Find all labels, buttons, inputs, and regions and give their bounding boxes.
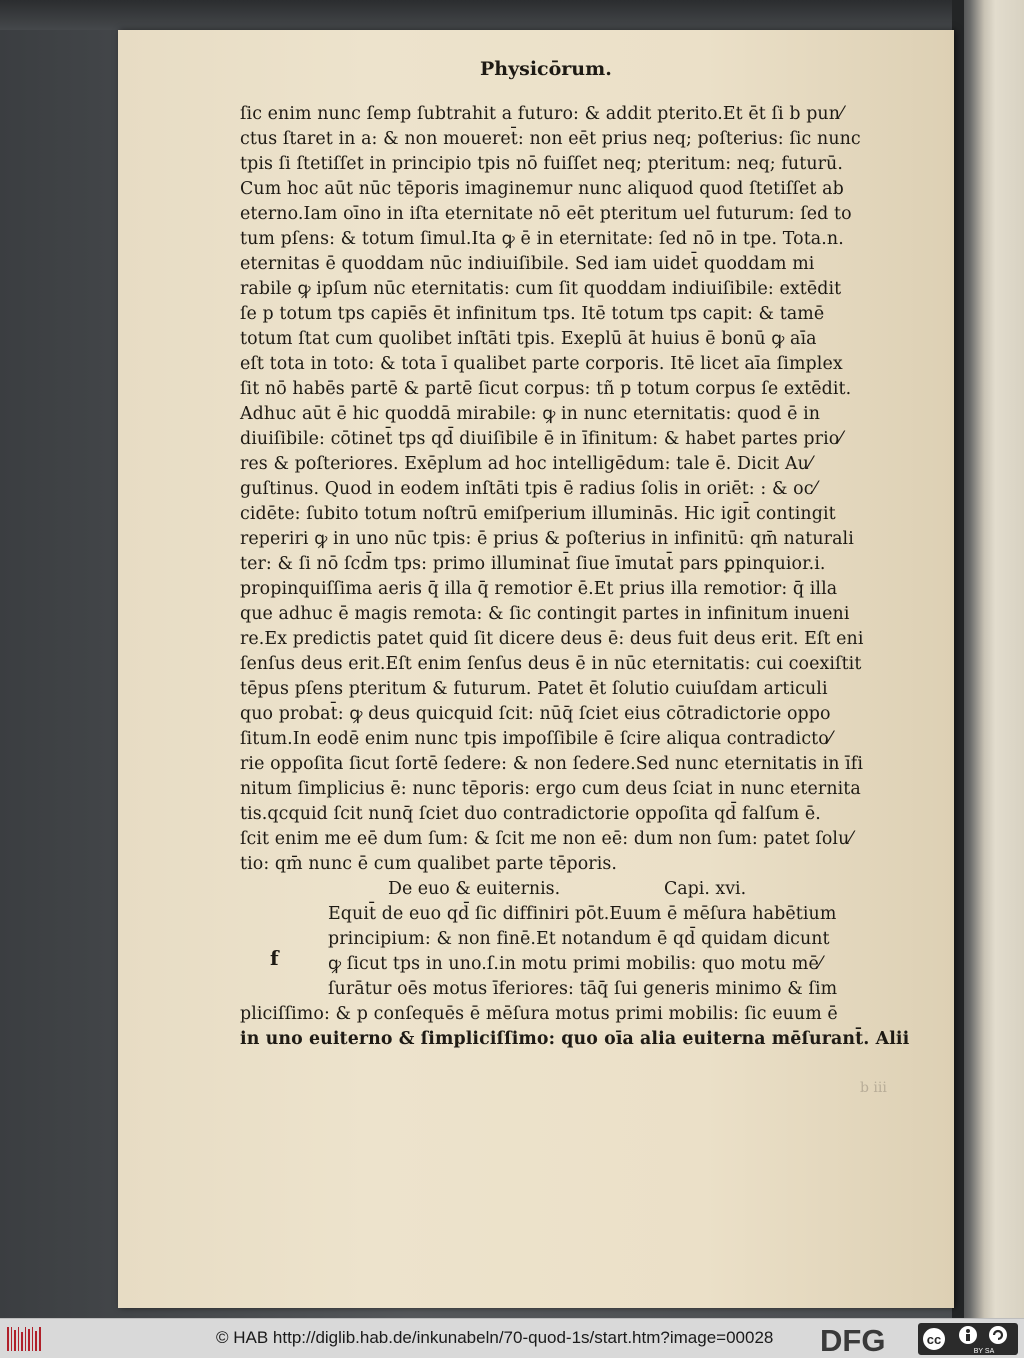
text-line: tum pſens: & totum ſimul.Ita ꝙ ē in eternitate: ſed nō in tpe. Tota.n. <box>240 229 844 249</box>
text-line: totum ſtat cum quolibet inſtāti tpis. Exeplū āt huius ē bonū ꝙ aīa <box>240 329 817 349</box>
text-line: ſe p totum tps capiēs ēt infinitum tps. Itē totum tps capit: & tamē <box>240 304 825 324</box>
text-line: ſcit enim me eē dum ſum: & ſcit me non eē: dum non ſum: patet ſolu⁄ <box>240 829 853 849</box>
guide-letter: f <box>270 946 279 970</box>
text-line: eternitas ē quoddam nūc indiuiſibile. Sed iam uidet̄ quoddam mi <box>240 254 815 274</box>
text-line: ſurātur oēs motus īferiores: tāq̄ ſui generis minimo & ſim <box>328 979 838 999</box>
text-line: Equit̄ de euo qd̄ ſic diffiniri pōt.Euum ē mēſura habētium <box>328 904 837 924</box>
chapter-heading <box>240 877 896 901</box>
text-line: ſitum.In eodē enim nunc tpis impoſſibile ē ſcire aliqua contradicto⁄ <box>240 729 832 749</box>
text-line: pliciſſimo: & p conſequēs ē mēſura motus primi mobilis: ſic euum ē <box>240 1004 838 1024</box>
creative-commons-icon[interactable] <box>918 1323 1018 1355</box>
text-line: ſenſus deus erit.Eſt enim ſenſus deus ē in nūc eternitatis: cui coexiſtit <box>240 654 862 674</box>
svg-text:cc: cc <box>926 1332 942 1347</box>
text-line: ſit nō habēs partē & partē ſicut corpus: tñ p totum corpus ſe extēdit. <box>240 379 852 399</box>
top-shadow <box>0 0 1024 30</box>
dfg-logo-icon[interactable] <box>818 1324 914 1354</box>
text-line: ſic enim nunc ſemp ſubtrahit a futuro: & addit pterito.Et ēt ſi b pun⁄ <box>240 104 844 124</box>
text-line: propinquiſſima aeris q̄ illa q̄ remotior ē.Et prius illa remotior: q̄ illa <box>240 579 838 599</box>
text-line: re.Ex predictis patet quid ſit dicere deus ē: deus fuit deus erit. Eſt eni <box>240 629 864 649</box>
dfg-label: DFG <box>820 1324 886 1354</box>
text-line: ter: & ſi nō ſcd̄m tps: primo illuminat̄ ſiue īmutat̄ pars ꝑpinquior.i. <box>240 554 826 574</box>
running-head: Physicōrum. <box>480 58 612 80</box>
text-line: tēpus pſens pteritum & futurum. Patet ēt ſolutio cuiuſdam articuli <box>240 679 828 699</box>
text-line: in uno euiterno & ſimpliciſſimo: quo oīa alia euiterna mēſurant̄. Alii <box>240 1029 910 1049</box>
text-line: eterno.Iam oīno in iſta eternitate nō eēt pteritum uel futurum: ſed to <box>240 204 852 224</box>
footer-bar <box>0 1318 1024 1358</box>
text-line: ctus ſtaret in a: & non moueret̄: non eēt prius neq; poſterius: ſic nunc <box>240 129 861 149</box>
text-line: diuiſibile: cōtinet̄ tps qd̄ diuiſibile ē in īfinitum: & habet partes prio⁄ <box>240 429 843 449</box>
text-line: tis.qcquid ſcit nunq̄ ſciet duo contradictorie oppoſita qd̄ falſum ē. <box>240 804 821 824</box>
text-line: ꝙ ſicut tps in uno.ſ.in motu primi mobilis: quo motu mē⁄ <box>328 954 822 974</box>
text-line: Adhuc aūt ē hic quoddā mirabile: ꝙ in nunc eternitatis: quod ē in <box>240 404 821 424</box>
text-line: que adhuc ē magis remota: & ſic contingit partes in infinitum inueni <box>240 604 850 624</box>
text-line: nitum ſimplicius ē: nunc tēporis: ergo cum deus ſciat in nunc eternita <box>240 779 861 799</box>
signature-mark: b iii <box>860 1080 887 1096</box>
hab-barcode-logo-icon[interactable] <box>6 1324 44 1354</box>
text-line: quo probat̄: ꝙ deus quicquid ſcit: nūq̄ ſciet eius cōtradictorie oppo <box>240 704 831 724</box>
text-line: tpis ſi ſtetiſſet in principio tpis nō fuiſſet neq; pteritum: neq; futurū. <box>240 154 843 174</box>
chapter-title: De euo & euiternis. <box>388 879 561 899</box>
license-label: BY SA <box>973 1348 995 1355</box>
text-line: res & poſteriores. Exēplum ad hoc intelligēdum: tale ē. Dicit Au⁄ <box>240 454 812 474</box>
text-line: cidēte: ſubito totum noſtrū emiſperium illuminās. Hic igit̄ contingit <box>240 504 836 524</box>
text-line: Cum hoc aūt nūc tēporis imaginemur nunc aliquod quod ſtetiſſet ab <box>240 179 844 199</box>
text-line: guſtinus. Quod in eodem inſtāti tpis ē radius ſolis in oriēt: : & oc⁄ <box>240 479 817 499</box>
text-line: rabile ꝙ ipſum nūc eternitatis: cum ſit quoddam indiuiſibile: extēdit <box>240 279 842 299</box>
text-line: principium: & non finē.Et notandum ē qd̄ quidam dicunt <box>328 929 830 949</box>
chapter-number: Capi. xvi. <box>664 879 747 899</box>
copyright-link[interactable]: © HAB http://diglib.hab.de/inkunabeln/70-quod-1s/start.htm?image=00028 <box>216 1328 774 1347</box>
text-line: eſt tota in toto: & tota ī qualibet parte corporis. Itē licet aīa ſimplex <box>240 354 843 374</box>
text-line: reperiri ꝙ in uno nūc tpis: ē prius & poſterius in infinitū: qm̄ naturali <box>240 529 854 549</box>
text-line: tio: qm̄ nunc ē cum qualibet parte tēporis. <box>240 854 618 874</box>
text-line: rie oppoſita ſicut ſortē ſedere: & non ſedere.Sed nunc eternitatis in īfi <box>240 754 863 774</box>
